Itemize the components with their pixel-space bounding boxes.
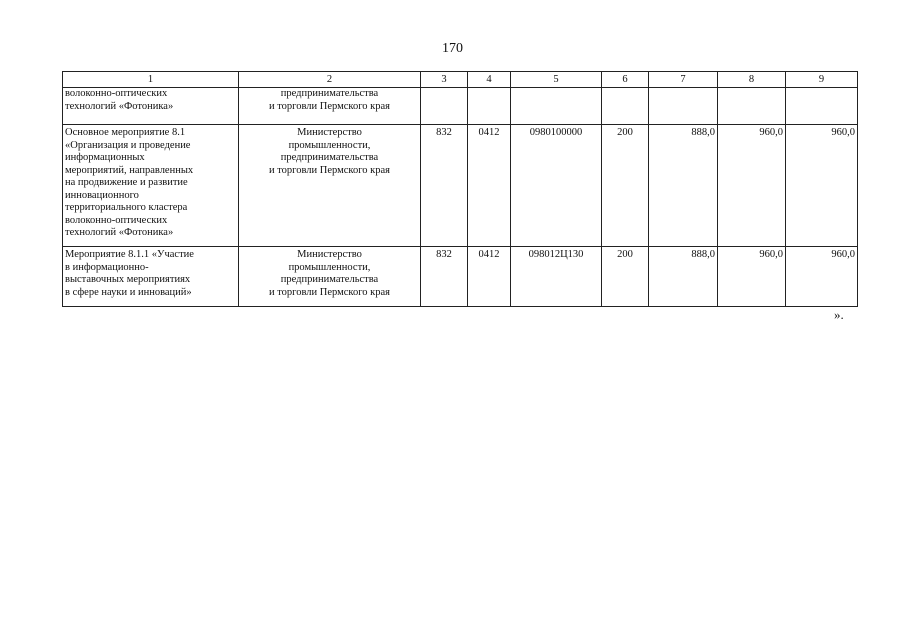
event-name-cell: Основное мероприятие 8.1 «Организация и проведение информационных мероприятий, направленных на продвижение и развитие инновационного территориального кластера волоконно-оптических технологий «Фотоника» xyxy=(63,125,239,247)
executor-cell: предпринимательства и торговли Пермского края xyxy=(239,88,421,125)
executor-cell: Министерство промышленности, предпринимательства и торговли Пермского края xyxy=(239,247,421,307)
admin-code-cell: 832 xyxy=(421,125,468,247)
admin-code-cell: 832 xyxy=(421,247,468,307)
target-article-cell xyxy=(511,88,602,125)
expense-type-cell: 200 xyxy=(602,125,649,247)
column-header: 9 xyxy=(786,72,858,88)
table-row xyxy=(63,125,858,247)
column-header: 5 xyxy=(511,72,602,88)
budget-table xyxy=(62,71,858,307)
section-code-cell xyxy=(468,88,511,125)
amount-year1-cell: 888,0 xyxy=(649,125,718,247)
closing-quote-mark: ». xyxy=(834,307,844,322)
column-header: 1 xyxy=(63,72,239,88)
column-header: 4 xyxy=(468,72,511,88)
column-header: 2 xyxy=(239,72,421,88)
section-code-cell: 0412 xyxy=(468,125,511,247)
executor-cell: Министерство промышленности, предпринимательства и торговли Пермского края xyxy=(239,125,421,247)
amount-year2-cell: 960,0 xyxy=(718,125,786,247)
event-name-cell: Мероприятие 8.1.1 «Участие в информационно- выставочных мероприятиях в сфере науки и инноваций» xyxy=(63,247,239,307)
column-header: 3 xyxy=(421,72,468,88)
amount-year3-cell: 960,0 xyxy=(786,247,858,307)
amount-year1-cell: 888,0 xyxy=(649,247,718,307)
column-header: 8 xyxy=(718,72,786,88)
table-header-row xyxy=(63,72,858,88)
page-number: 170 xyxy=(442,41,463,56)
amount-year3-cell: 960,0 xyxy=(786,125,858,247)
amount-year1-cell xyxy=(649,88,718,125)
expense-type-cell: 200 xyxy=(602,247,649,307)
amount-year2-cell xyxy=(718,88,786,125)
table-row xyxy=(63,88,858,125)
amount-year2-cell: 960,0 xyxy=(718,247,786,307)
event-name-cell: волоконно-оптических технологий «Фотоника» xyxy=(63,88,239,125)
amount-year3-cell xyxy=(786,88,858,125)
expense-type-cell xyxy=(602,88,649,125)
admin-code-cell xyxy=(421,88,468,125)
column-header: 7 xyxy=(649,72,718,88)
table-row xyxy=(63,247,858,307)
section-code-cell: 0412 xyxy=(468,247,511,307)
target-article-cell: 0980100000 xyxy=(511,125,602,247)
column-header: 6 xyxy=(602,72,649,88)
target-article-cell: 098012Ц130 xyxy=(511,247,602,307)
